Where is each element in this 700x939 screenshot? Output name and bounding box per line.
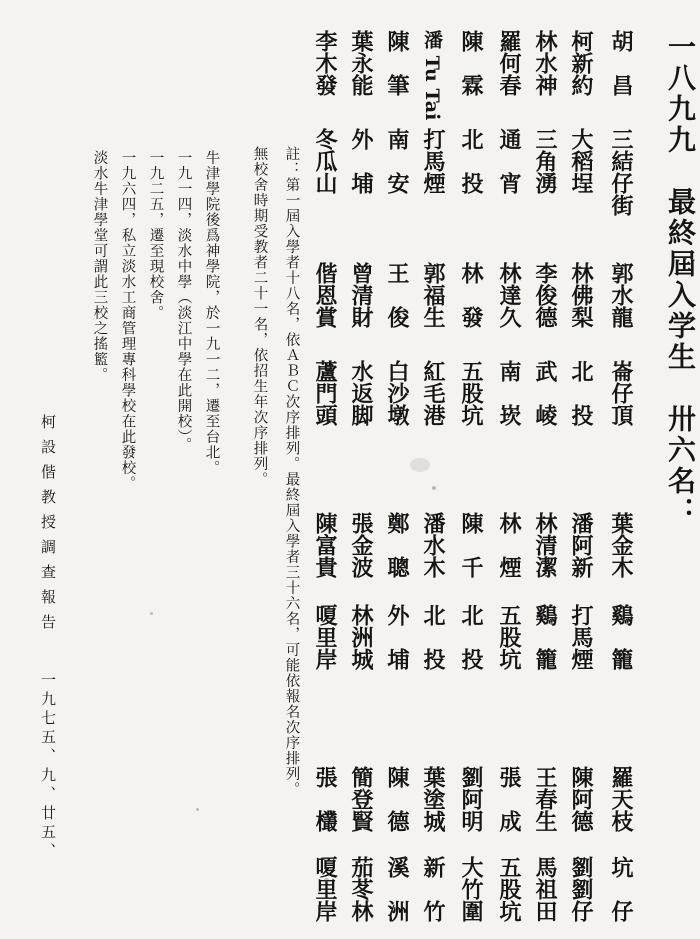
- student-name: 劉阿明: [458, 766, 484, 832]
- student-place: 三角湧: [532, 128, 558, 194]
- student-name: 葉金木: [608, 512, 634, 578]
- student-name: 林 發: [458, 262, 484, 328]
- student-name: 簡登賢: [348, 766, 374, 832]
- student-place: 五股坑: [496, 856, 522, 922]
- note-line-3: 牛津學院後爲神學院，於一九一二，遷至台北。: [203, 150, 220, 476]
- student-place: 武 崚: [532, 360, 558, 426]
- student-name: 胡 昌: [608, 30, 634, 96]
- note-line-2: 無校舍時期受教者二十一名，依招生年次序排列。: [251, 146, 268, 487]
- student-place: 鷄 籠: [532, 604, 558, 670]
- student-name: 陳 德: [384, 766, 410, 832]
- student-name: 郭福生: [420, 262, 446, 328]
- student-name: 葉永能: [348, 30, 374, 96]
- student-place: 溪 洲: [384, 856, 410, 922]
- student-place: 冬瓜山: [312, 128, 338, 194]
- student-name: 曾清財: [348, 262, 374, 328]
- student-name: 羅天枝: [608, 766, 634, 832]
- student-place: 打馬煙: [420, 128, 446, 194]
- student-place: 外 埔: [384, 604, 410, 670]
- page-title: 一八九九 最終屆入学生 卅六名：: [664, 32, 697, 528]
- student-name: 柯新約: [568, 30, 594, 96]
- paper-speck: [324, 878, 329, 883]
- student-place: 嗄里岸: [312, 856, 338, 922]
- student-place: 北 投: [458, 604, 484, 670]
- student-name: 林 煙: [496, 512, 522, 578]
- student-place: 通 宵: [496, 128, 522, 194]
- student-place: 三結仔街: [608, 128, 634, 216]
- student-place: 茄苳林: [348, 856, 374, 922]
- student-name: 李木發: [312, 30, 338, 96]
- student-name: 林達久: [496, 262, 522, 328]
- student-place: 南 崁: [496, 360, 522, 426]
- student-place: 南 安: [384, 128, 410, 194]
- student-name: 潘阿新: [568, 512, 594, 578]
- student-name: 郭水龍: [608, 262, 634, 328]
- student-name: 潘 Tu Tai: [421, 30, 443, 121]
- student-place: 馬祖田: [532, 856, 558, 922]
- student-place: 崙仔頂: [608, 360, 634, 426]
- student-name: 潘水木: [420, 512, 446, 578]
- student-name: 王春生: [532, 766, 558, 832]
- student-place: 紅毛港: [420, 360, 446, 426]
- note-line-4: 一九一四，淡水中學（淡江中學在此開校）。: [175, 150, 192, 453]
- paper-stain: [410, 458, 430, 472]
- student-place: 打馬煙: [568, 604, 594, 670]
- signature-author: 柯設偕教授調查報告: [39, 414, 57, 639]
- student-place: 北 投: [458, 128, 484, 194]
- student-name: 葉塗城: [420, 766, 446, 832]
- student-place: 坑 仔: [608, 856, 634, 922]
- student-name: 陳 霖: [458, 30, 484, 96]
- student-place: 北 投: [568, 360, 594, 426]
- student-name: 張 欉: [312, 766, 338, 832]
- student-place: 嗄里岸: [312, 604, 338, 670]
- student-name: 林清潔: [532, 512, 558, 578]
- student-place: 白沙墩: [384, 360, 410, 426]
- student-name: 陳 筆: [384, 30, 410, 96]
- note-line-1: 註：第一屆入學者十八名，依ＡＢＣ次序排列。最終屆入學者三十六名，可能依報名次序排列。: [283, 146, 300, 797]
- student-place: 五股坑: [496, 604, 522, 670]
- student-name: 張金波: [348, 512, 374, 578]
- student-name: 李俊德: [532, 262, 558, 328]
- student-name: 林水神: [532, 30, 558, 96]
- student-place: 大稻埕: [568, 128, 594, 194]
- student-name: 陳阿德: [568, 766, 594, 832]
- student-place: 大竹圍: [458, 856, 484, 922]
- student-name: 偕恩賞: [312, 262, 338, 328]
- student-place: 五股坑: [458, 360, 484, 426]
- paper-speck: [432, 486, 436, 490]
- student-place: 鷄 籠: [608, 604, 634, 670]
- student-name: 鄭 聰: [384, 512, 410, 578]
- paper-speck: [196, 808, 199, 811]
- student-place: 劉劉仔: [568, 856, 594, 922]
- student-place: 外 埔: [348, 128, 374, 194]
- student-name: 王 俊: [384, 262, 410, 328]
- signature-date: 一九七五、九、廿五、: [39, 672, 57, 862]
- student-place: 蘆門頭: [312, 360, 338, 426]
- student-name: 林佛梨: [568, 262, 594, 328]
- paper-speck: [150, 612, 153, 615]
- student-name: 陳富貴: [312, 512, 338, 578]
- student-place: 林洲城: [348, 604, 374, 670]
- student-name: 張 成: [496, 766, 522, 832]
- student-place: 北 投: [420, 604, 446, 670]
- note-line-5: 一九二五，遷至現校舍。: [147, 150, 164, 321]
- student-place: 水返脚: [348, 360, 374, 426]
- note-line-7: 淡水牛津學堂可謂此三校之搖籃。: [91, 150, 108, 383]
- student-place: 新 竹: [420, 856, 446, 922]
- note-line-6: 一九六四，私立淡水工商管理專科學校在此發校。: [119, 150, 136, 491]
- student-name: 陳 千: [458, 512, 484, 578]
- student-name: 羅何春: [496, 30, 522, 96]
